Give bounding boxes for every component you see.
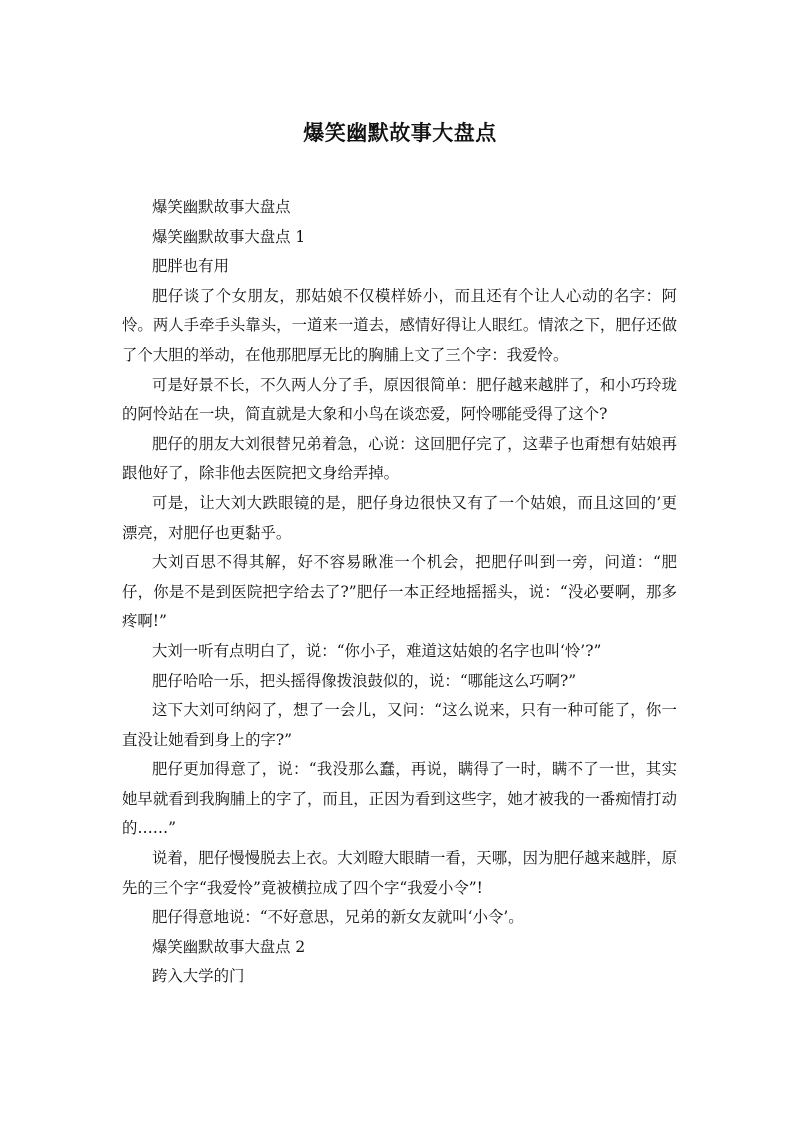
paragraph: 爆笑幽默故事大盘点 1 (152, 227, 306, 246)
paragraph: 肥胖也有用 (152, 257, 229, 276)
document-body (122, 193, 677, 992)
paragraph: 说着，肥仔慢慢脱去上衣。大刘瞪大眼睛一看，天哪，因为肥仔越来越胖，原先的三个字“我爱怜”竟被横拉成了四个字“我爱小令”! (122, 849, 677, 897)
paragraph: 爆笑幽默故事大盘点 2 (152, 937, 306, 956)
paragraph: 爆笑幽默故事大盘点 (152, 198, 291, 216)
paragraph: 肥仔得意地说：“不好意思，兄弟的新女友就叫‘小令’。 (152, 908, 524, 927)
paragraph: 可是，让大刘大跌眼镜的是，肥仔身边很快又有了一个姑娘，而且这回的’更漂亮，对肥仔也更黏乎。 (122, 493, 677, 542)
paragraph: 肥仔哈哈一乐，把头摇得像拨浪鼓似的，说：“哪能这么巧啊?” (152, 671, 577, 690)
paragraph: 跨入大学的门 (152, 967, 245, 986)
document-title: 爆笑幽默故事大盘点 (303, 121, 497, 145)
paragraph: 可是好景不长，不久两人分了手，原因很简单：肥仔越来越胖了，和小巧玲珑的阿怜站在一块，简直就是大象和小鸟在谈恋爱，阿怜哪能受得了这个? (122, 375, 677, 424)
paragraph: 肥仔的朋友大刘很替兄弟着急，心说：这回肥仔完了，这辈子也甭想有姑娘再跟他好了，除非他去医院把文身给弄掉。 (122, 434, 677, 483)
paragraph: 大刘一听有点明白了，说：“你小子，难道这姑娘的名字也叫‘怜’?” (152, 641, 602, 660)
paragraph: 肥仔更加得意了，说：“我没那么蠢，再说，瞒得了一时，瞒不了一世，其实她早就看到我胸脯上的字了，而且，正因为看到这些字，她才被我的一番痴情打动的……” (122, 760, 677, 838)
paragraph: 大刘百思不得其解，好不容易瞅准一个机会，把肥仔叫到一旁，问道：“肥仔，你是不是到医院把字给去了?”肥仔一本正经地摇摇头，说：“没必要啊，那多疼啊!” (122, 553, 677, 631)
paragraph: 这下大刘可纳闷了，想了一会儿，又问：“这么说来，只有一种可能了，你一直没让她看到身上的字?” (122, 701, 677, 749)
paragraph: 肥仔谈了个女朋友，那姑娘不仅模样娇小，而且还有个让人心动的名字：阿怜。两人手牵手头靠头，一道来一道去，感情好得让人眼红。情浓之下，肥仔还做了个大胆的举动，在他那肥厚无比的胸脯上文了三个字：我爱怜。 (122, 286, 677, 364)
